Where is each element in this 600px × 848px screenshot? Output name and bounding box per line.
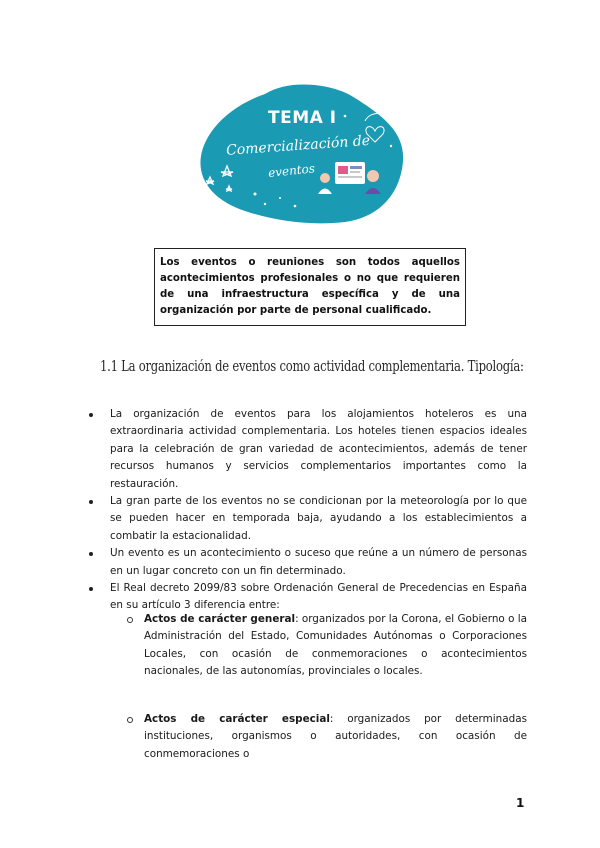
list-item [82, 406, 527, 493]
sub-item-text: : organizados por determinadas instituciones, organismos o autoridades, con ocasión de conmemoraciones o [144, 713, 527, 760]
list-item [82, 493, 527, 545]
list-item-text: El Real decreto 2099/83 sobre Ordenación General de Precedencias en España en su artículo 3 diferencia entre: [110, 582, 527, 612]
topic-subtitle: Comercialización de [225, 132, 371, 159]
topic-subtitle-2: eventos [267, 161, 316, 181]
list-item [82, 580, 527, 615]
bullet-icon [89, 552, 93, 556]
page-number: 1 [516, 796, 525, 810]
sub-list-item [127, 611, 527, 681]
bullet-icon [89, 500, 93, 504]
topic-title: TEMA I [268, 108, 337, 128]
list-item-text: Un evento es un acontecimiento o suceso que reúne a un número de personas en un lugar concreto con un fin determinado. [110, 547, 527, 577]
list-item-text: La organización de eventos para los alojamientos hoteleros es una extraordinaria actividad complementaria. Los hoteles tienen espacios ideales para la celebración de gran variedad de acontecimientos, además de tener recursos humanos y servicios complementarios importantes como la restauración. [110, 408, 527, 490]
section-heading: 1.1 La organización de eventos como actividad complementaria. Tipología: [100, 359, 524, 375]
sub-item-term: Actos de carácter general [144, 613, 296, 625]
bullet-icon [89, 587, 93, 591]
sub-item-term: Actos de carácter especial [144, 713, 330, 725]
circle-bullet-icon [127, 617, 133, 623]
sub-list-item [127, 711, 527, 763]
list-item-text: La gran parte de los eventos no se condicionan por la meteorología por lo que se pueden hacer en temporada baja, ayudando a los establecimientos a combatir la estacionalidad. [110, 495, 527, 542]
circle-bullet-icon [127, 717, 133, 723]
bullet-list [82, 406, 527, 615]
sub-item-text: : organizados por la Corona, el Gobierno o la Administración del Estado, Comunidades Autónomas o Corporaciones Locales, con ocasión de conmemoraciones o acontecimientos nacionales, de las autonomías, provinciales o locales. [144, 613, 528, 678]
bullet-icon [89, 413, 93, 417]
definition-box: Los eventos o reuniones son todos aquellos acontecimientos profesionales o no que requieren de una infraestructura específica y de una organización por parte de personal cualificado. [154, 248, 466, 326]
list-item [82, 545, 527, 580]
